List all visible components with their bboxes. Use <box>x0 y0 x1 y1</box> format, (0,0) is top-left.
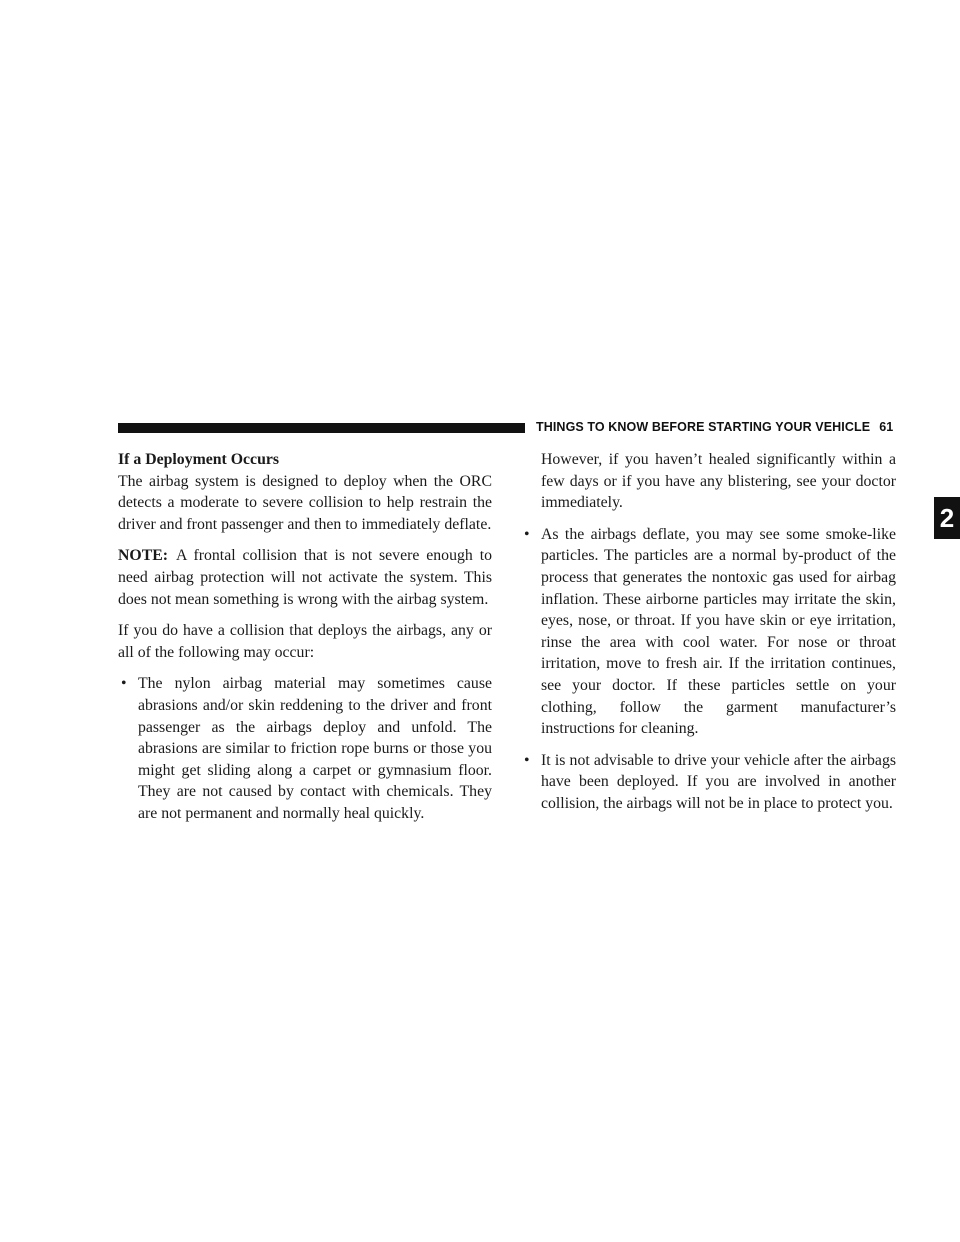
intro-paragraph: The airbag system is designed to deploy when the ORC detects a moderate to severe collision to help restrain the driver and front passenger and then to immediately deflate. <box>118 472 492 533</box>
right-column <box>521 449 896 825</box>
running-header <box>536 420 893 434</box>
bullet-continuation: However, if you haven’t healed significantly within a few days or if you have any blistering, see your doctor immediately. <box>541 451 896 512</box>
note-text: A frontal collision that is not severe enough to need airbag protection will not activate the system. This does not mean something is wrong with the airbag system. <box>118 547 492 608</box>
bullet-icon: • <box>524 751 530 769</box>
bullet-icon: • <box>121 675 127 693</box>
collision-paragraph: If you do have a collision that deploys the airbags, any or all of the following may occur: <box>118 622 492 661</box>
section-tab: 2 <box>934 497 960 539</box>
list-item <box>118 673 492 824</box>
bullet-text: It is not advisable to drive your vehicle after the airbags have been deployed. If you are involved in another collision, the airbags will not be in place to protect you. <box>541 751 896 812</box>
header-title: THINGS TO KNOW BEFORE STARTING YOUR VEHICLE <box>536 420 871 434</box>
section-heading: If a Deployment Occurs <box>118 451 280 468</box>
page-number: 61 <box>879 420 894 434</box>
left-column <box>118 449 492 835</box>
list-item <box>521 750 896 815</box>
note-label: NOTE: <box>118 547 169 565</box>
bullet-icon: • <box>524 525 530 543</box>
note-paragraph <box>118 545 492 610</box>
list-item <box>521 524 896 740</box>
bullet-text: As the airbags deflate, you may see some smoke-like particles. The particles are a normal by-product of the process that generates the nontoxic gas used for airbag inflation. These airborne particles may irritate the skin, eyes, nose, or throat. If you have skin or eye irritation, rinse the area with cool water. For nose or throat irritation, move to fresh air. If the irritation continues, see your doctor. If these particles settle on your clothing, follow the garment manufacturer’s instructions for cleaning. <box>541 525 896 738</box>
header-rule <box>118 423 525 433</box>
bullet-text: The nylon airbag material may sometimes cause abrasions and/or skin reddening to the driver and front passenger as the airbags deploy and unfold. The abrasions are similar to friction rope burns or those you might get sliding along a carpet or gymnasium floor. They are not caused by contact with chemicals. They are not permanent and normally heal quickly. <box>138 675 492 822</box>
